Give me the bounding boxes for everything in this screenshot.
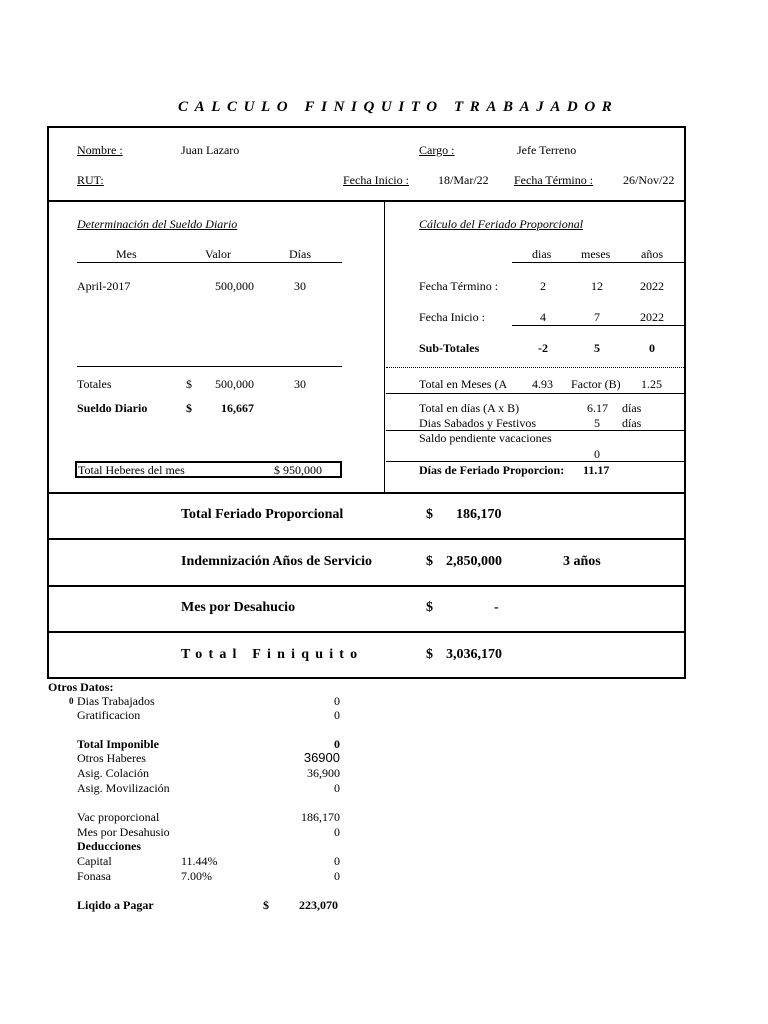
total-imponible-label: Total Imponible [77,737,159,751]
sueldo-diario-label: Sueldo Diario [77,401,148,415]
capital-pct: 11.44% [181,854,218,868]
header-box [47,126,686,202]
movilizacion-label: Asig. Movilización [77,781,170,795]
row-mes: April-2017 [77,279,131,293]
total-finiquito-box [47,631,686,679]
dias-trabajados-label: Dias Trabajados [77,694,155,708]
desahucio-value: - [494,600,499,615]
termino-meses: 12 [591,279,603,293]
total-dias-unit: días [622,401,642,415]
indemnizacion-currency: $ [426,554,433,569]
mes-desahusio-value: 0 [334,825,340,839]
mes-desahusio-label: Mes por Desahusio [77,825,170,839]
totales-dias: 30 [294,377,306,391]
sueldo-section-title: Determinación del Sueldo Diario [77,217,238,231]
total-finiquito-label: Total Finiquito [181,647,364,662]
sueldo-totals-rule [77,366,342,367]
sabados-label: Dias Sabados y Festivos [419,416,536,430]
inicio-meses: 7 [594,310,600,324]
feriado-summary-currency: $ [426,507,433,522]
column-divider [384,202,385,492]
subtotales-anos: 0 [649,341,655,355]
page-title: CALCULO FINIQUITO TRABAJADOR [178,99,619,115]
total-meses-value: 4.93 [532,377,553,391]
col-mes: Mes [116,247,137,261]
dias-feriado-value: 11.17 [583,463,610,477]
feriado-inicio-rule [512,325,685,326]
fecha-termino-label: Fecha Término : [514,173,594,187]
rut-label: RUT: [77,173,104,187]
liquido-currency: $ [263,898,269,912]
fonasa-value: 0 [334,869,340,883]
sabados-unit: días [622,416,642,430]
feriado-summary-box [47,492,686,540]
total-finiquito-value: 3,036,170 [446,647,502,662]
total-haberes-value: $ 950,000 [274,463,322,477]
totales-valor: 500,000 [215,377,254,391]
colacion-label: Asig. Colación [77,766,149,780]
col-meses: meses [581,247,611,261]
total-haberes-label: Total Heberes del mes [78,463,185,477]
fecha-inicio-value: 18/Mar/22 [438,173,489,187]
row-dias: 30 [294,279,306,293]
indemnizacion-label: Indemnización Años de Servicio [181,554,372,569]
capital-label: Capital [77,854,112,868]
saldo-value: 0 [594,447,600,461]
row-valor: 500,000 [215,279,254,293]
sabados-value: 5 [594,416,600,430]
feriado-dotted-rule [386,367,684,368]
col-dias-feriado: dias [532,247,552,261]
col-valor: Valor [205,247,231,261]
subtotales-dias: -2 [538,341,548,355]
total-dias-label: Total en días (A x B) [419,401,520,415]
sueldo-diario-value: 16,667 [221,401,254,415]
gratificacion-label: Gratificacion [77,708,141,722]
feriado-header-rule [512,262,685,263]
dias-trabajados-value: 0 [334,694,340,708]
col-anos: años [641,247,663,261]
desahucio-box [47,585,686,633]
liquido-label: Liqido a Pagar [77,898,154,912]
sueldo-diario-currency: $ [186,401,192,415]
termino-label: Fecha Término : [419,279,499,293]
inicio-anos: 2022 [640,310,664,324]
desahucio-currency: $ [426,600,433,615]
indemnizacion-years: 3 años [563,554,601,569]
inicio-label: Fecha Inicio : [419,310,485,324]
otros-haberes-label: Otros Haberes [77,751,146,765]
sueldo-header-rule [77,262,342,263]
feriado-saldo-rule [386,461,684,462]
indemnizacion-value: 2,850,000 [446,554,502,569]
fonasa-label: Fonasa [77,869,111,883]
dias-feriado-label: Días de Feriado Proporcion: [419,463,565,477]
deducciones-label: Deducciones [77,839,141,853]
termino-anos: 2022 [640,279,664,293]
otros-marker: 0 [69,696,74,706]
feriado-section-title: Cálculo del Feriado Proporcional [419,217,584,231]
totales-currency: $ [186,377,192,391]
totales-label: Totales [77,377,112,391]
liquido-value: 223,070 [299,898,338,912]
gratificacion-value: 0 [334,708,340,722]
capital-value: 0 [334,854,340,868]
feriado-meses-rule [386,393,684,394]
vac-value: 186,170 [301,810,340,824]
total-imponible-value: 0 [334,737,340,751]
feriado-summary-label: Total Feriado Proporcional [181,507,344,522]
factor-value: 1.25 [641,377,662,391]
desahucio-label: Mes por Desahucio [181,600,296,615]
movilizacion-value: 0 [334,781,340,795]
factor-label: Factor (B) [571,377,621,391]
fonasa-pct: 7.00% [181,869,212,883]
cargo-value: Jefe Terreno [517,143,577,157]
saldo-label: Saldo pendiente vacaciones [419,431,552,445]
colacion-value: 36,900 [307,766,340,780]
fecha-termino-value: 26/Nov/22 [623,173,675,187]
total-finiquito-currency: $ [426,647,433,662]
cargo-label: Cargo : [419,143,455,157]
total-meses-label: Total en Meses (A [419,377,508,391]
nombre-value: Juan Lazaro [181,143,240,157]
otros-title: Otros Datos: [48,680,114,694]
total-dias-value: 6.17 [587,401,608,415]
fecha-inicio-label: Fecha Inicio : [343,173,409,187]
vac-label: Vac proporcional [77,810,160,824]
subtotales-label: Sub-Totales [419,341,480,355]
termino-dias: 2 [540,279,546,293]
col-dias: Días [289,247,311,261]
inicio-dias: 4 [540,310,546,324]
otros-haberes-value: 36900 [303,750,340,765]
feriado-summary-value: 186,170 [456,507,502,522]
subtotales-meses: 5 [594,341,600,355]
nombre-label: Nombre : [77,143,123,157]
